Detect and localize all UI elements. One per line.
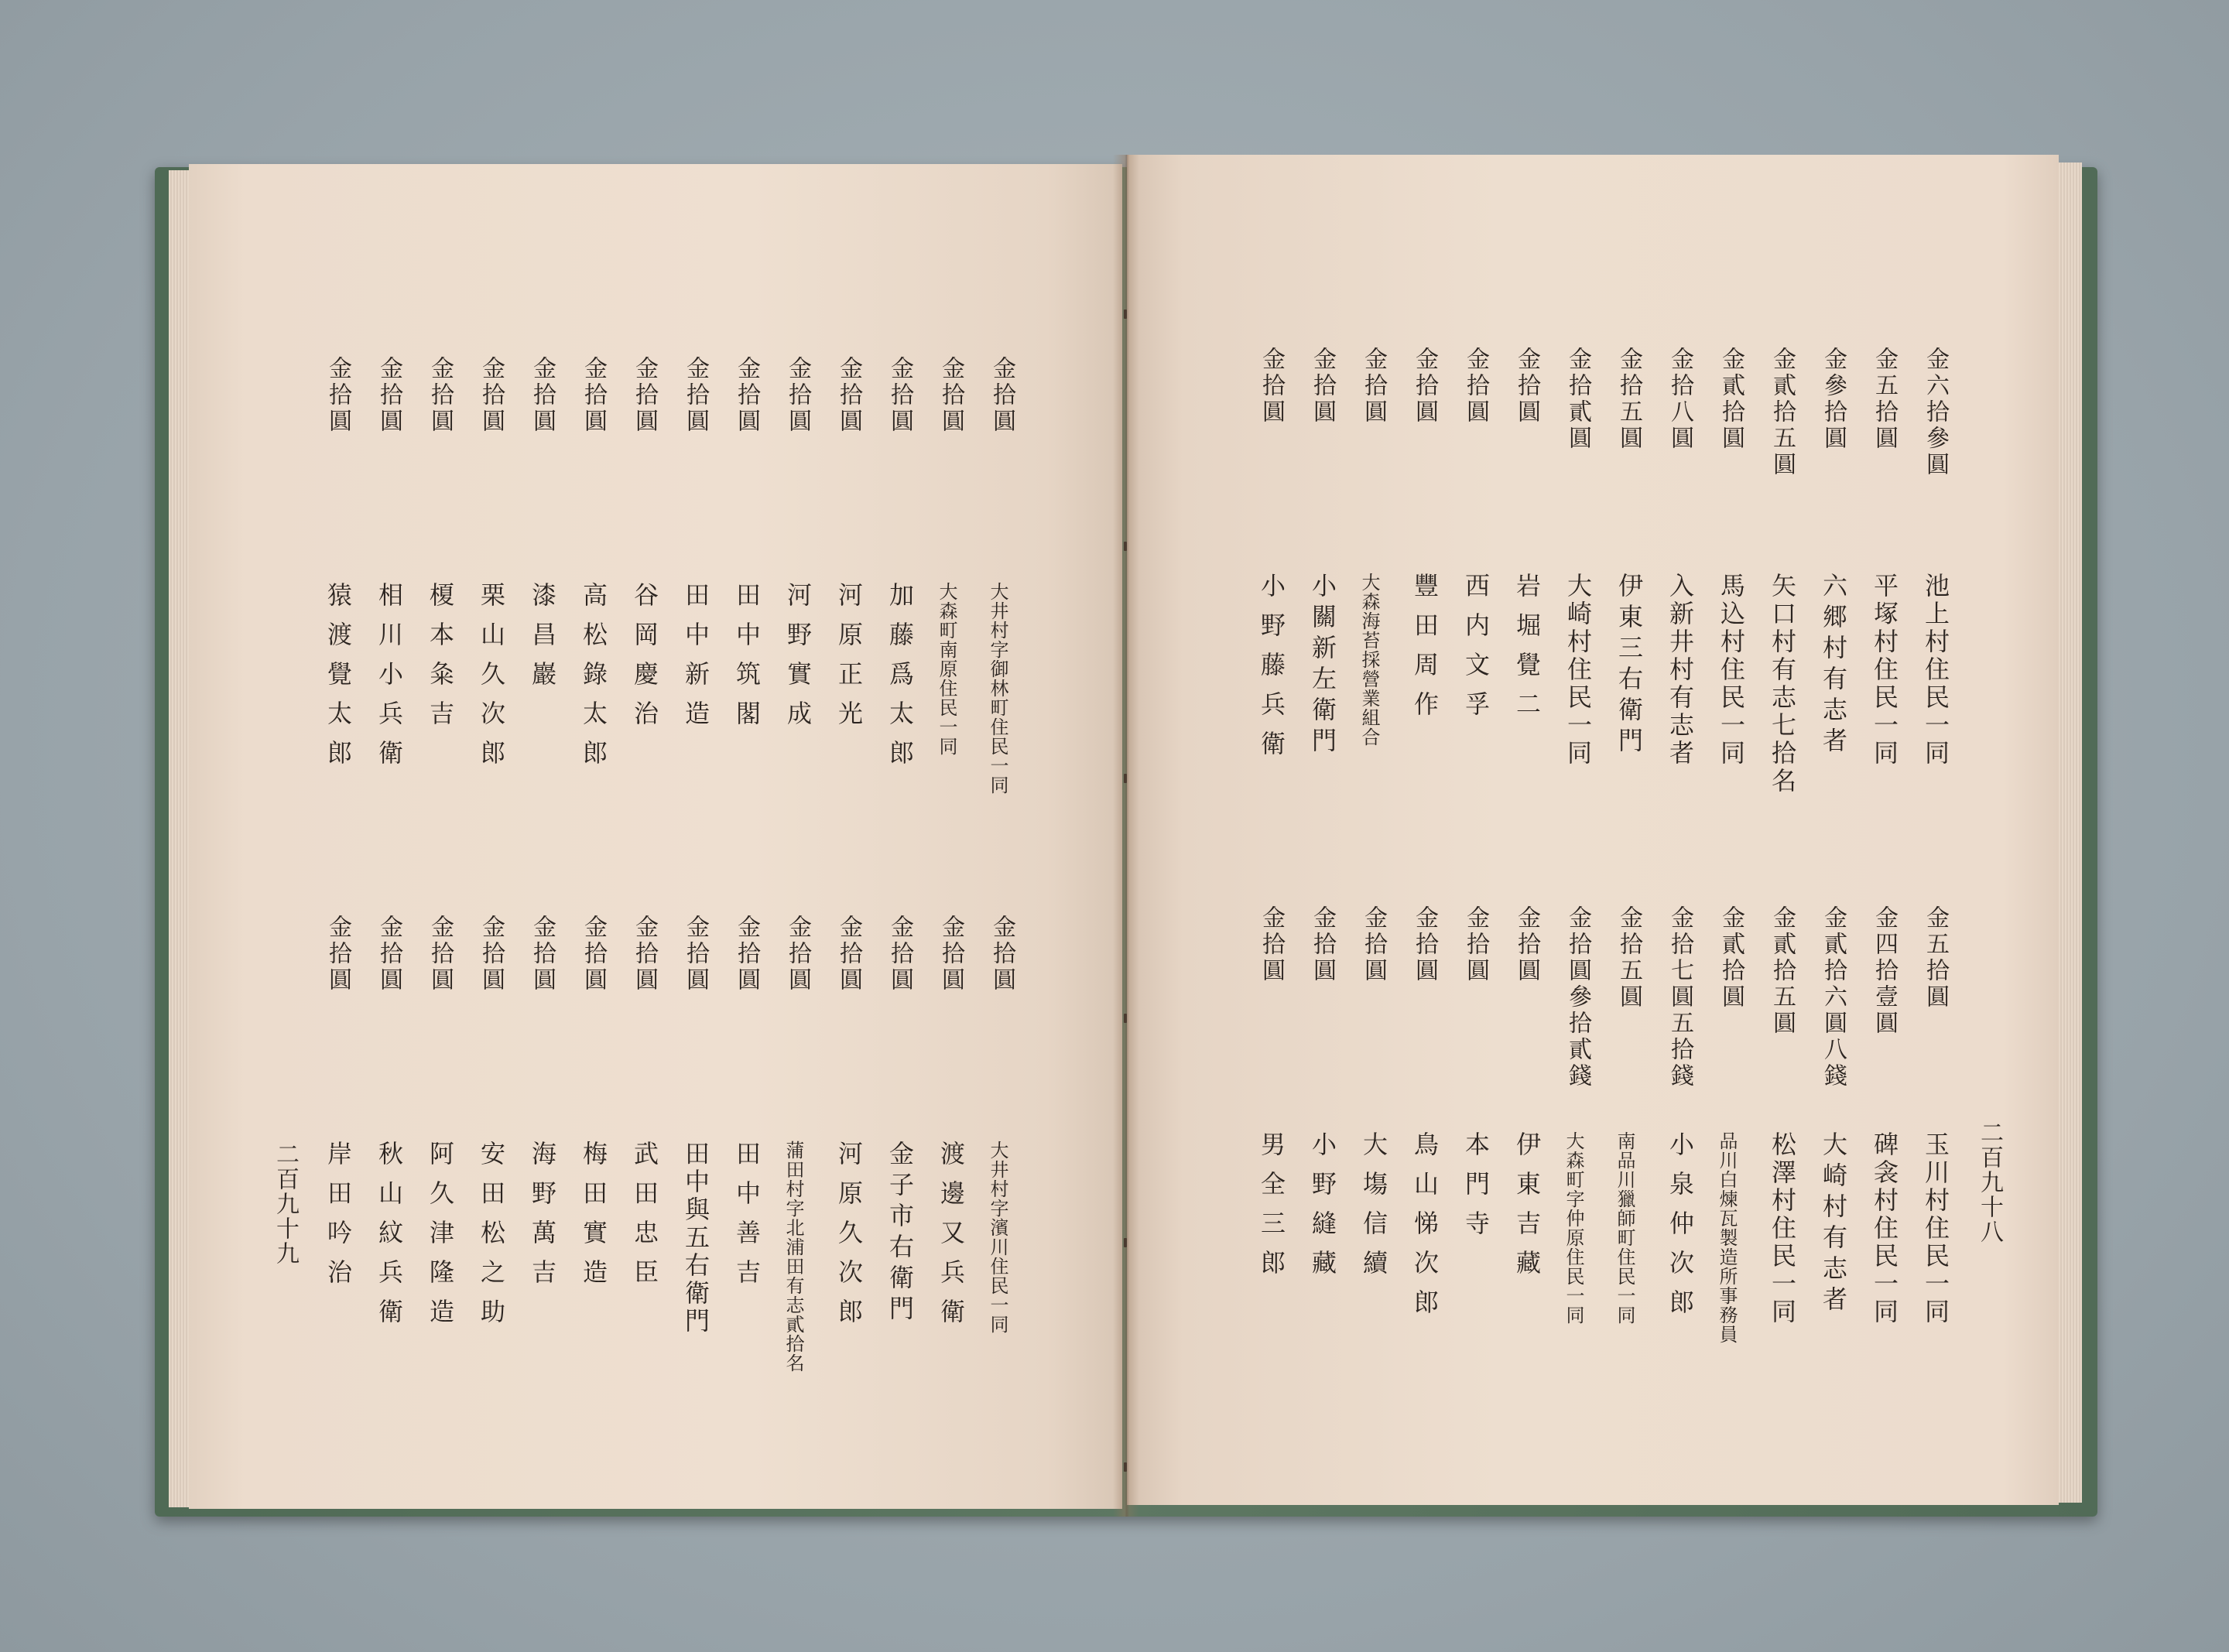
donor-name: 海野萬吉 (528, 1141, 557, 1298)
donation-amount: 金拾圓 (1258, 347, 1285, 426)
donor-name: 六郷村有志者 (1819, 573, 1848, 758)
donor-name: 鳥山悌次郎 (1410, 1131, 1440, 1329)
donation-amount: 金拾圓 (478, 915, 505, 994)
donation-amount: 金拾圓參拾貳錢 (1564, 905, 1591, 1089)
donor-name: 大塲信續 (1359, 1131, 1388, 1289)
donation-amount: 金拾圓 (426, 915, 454, 994)
donor-name: 松澤村住民一同 (1768, 1131, 1797, 1326)
donor-name: 渡邊又兵衛 (936, 1141, 966, 1338)
donation-amount: 金拾圓 (1258, 905, 1285, 984)
donation-amount: 金拾圓 (733, 356, 760, 435)
donor-name: 平塚村住民一同 (1870, 573, 1899, 768)
page-number: 二百九十九 (272, 1142, 299, 1266)
donor-name: 品川白煉瓦製造所事務員 (1716, 1131, 1738, 1344)
donor-name: 榎本粂吉 (426, 582, 455, 740)
donation-amount: 金拾圓 (835, 356, 862, 435)
donation-amount: 金拾圓 (937, 915, 964, 994)
donor-name: 田中與五右衛門 (681, 1141, 710, 1336)
donation-amount: 金拾圓 (1360, 905, 1387, 984)
donor-name: 武田忠臣 (630, 1141, 659, 1298)
donation-amount: 金拾圓 (784, 356, 811, 435)
donation-amount: 金拾圓 (784, 915, 811, 994)
donation-amount: 金拾圓 (988, 356, 1015, 435)
donation-amount: 金拾圓 (1411, 905, 1438, 984)
donation-amount: 金拾五圓 (1615, 347, 1642, 452)
donor-name: 伊東吉藏 (1512, 1131, 1542, 1289)
donation-amount: 金拾圓 (580, 356, 607, 435)
donation-amount: 金拾圓 (529, 356, 556, 435)
donation-amount: 金拾圓 (324, 915, 351, 994)
left-page (189, 164, 1122, 1509)
donation-amount: 金拾圓 (733, 915, 760, 994)
page-edges-right (2056, 162, 2082, 1503)
donor-name: 碑衾村住民一同 (1870, 1131, 1899, 1326)
donation-amount: 金貳拾五圓 (1768, 905, 1796, 1037)
donor-name: 河原久次郎 (834, 1141, 864, 1338)
donor-name: 大森海苔採營業組合 (1358, 573, 1380, 747)
donation-amount: 金拾五圓 (1615, 905, 1642, 1011)
donation-amount: 金拾圓 (529, 915, 556, 994)
donor-name: 大井村字御林町住民一同 (987, 582, 1008, 795)
donation-amount: 金拾圓 (1513, 905, 1540, 984)
donor-name: 相川小兵衛 (375, 582, 404, 779)
page-edges-left (169, 170, 190, 1507)
donor-name: 玉川村住民一同 (1921, 1131, 1950, 1326)
donation-amount: 金四拾壹圓 (1871, 905, 1898, 1037)
donor-name: 河野實成 (783, 582, 813, 740)
donor-name: 岩堀覺二 (1512, 573, 1542, 730)
donor-name: 金子市右衛門 (885, 1141, 915, 1326)
donor-name: 河原正光 (834, 582, 864, 740)
donation-amount: 金拾圓 (375, 356, 402, 435)
donation-amount: 金拾圓 (1411, 347, 1438, 426)
donation-amount: 金拾圓 (478, 356, 505, 435)
donation-amount: 金拾圓 (988, 915, 1015, 994)
donor-name: 蒲田村字北浦田有志貳拾名 (782, 1141, 804, 1373)
donor-name: 入新井村有志者 (1666, 573, 1695, 768)
donation-amount: 金拾七圓五拾錢 (1666, 905, 1693, 1089)
donor-name: 大森町字仲原住民一同 (1563, 1131, 1584, 1325)
donor-name: 矢口村有志七拾名 (1768, 573, 1797, 795)
donation-amount: 金拾圓 (426, 356, 454, 435)
donation-amount: 金拾八圓 (1666, 347, 1693, 452)
donation-amount: 金拾圓 (682, 915, 709, 994)
donor-name: 大森町南原住民一同 (936, 582, 957, 756)
donation-amount: 金五拾圓 (1922, 905, 1949, 1011)
donor-name: 馬込村住民一同 (1717, 573, 1746, 768)
donor-name: 南品川獵師町住民一同 (1614, 1131, 1635, 1325)
donation-amount: 金貳拾五圓 (1768, 347, 1796, 478)
donation-amount: 金六拾參圓 (1922, 347, 1949, 478)
donor-name: 栗山久次郎 (477, 582, 506, 779)
donor-name: 安田松之助 (477, 1141, 506, 1338)
binding-stitch (1124, 774, 1127, 783)
donor-name: 小泉仲次郎 (1666, 1131, 1695, 1329)
donor-name: 猿渡覺太郎 (324, 582, 353, 779)
donation-amount: 金拾圓 (682, 356, 709, 435)
donor-name: 高松錄太郎 (579, 582, 608, 779)
donor-name: 男全三郎 (1257, 1131, 1286, 1289)
donor-name: 伊東三右衛門 (1614, 573, 1644, 758)
donation-amount: 金五拾圓 (1871, 347, 1898, 452)
donor-name: 田中筑閣 (732, 582, 762, 740)
donation-amount: 金拾圓 (631, 915, 658, 994)
donation-amount: 金拾圓 (375, 915, 402, 994)
page-number: 二百九十八 (1976, 1120, 2003, 1244)
donor-name: 小關新左衛門 (1308, 573, 1337, 758)
right-page (1127, 155, 2059, 1505)
binding-stitch (1124, 1462, 1127, 1472)
binding-stitch (1124, 1238, 1127, 1247)
donation-amount: 金貳拾六圓八錢 (1820, 905, 1847, 1089)
donation-amount: 金拾圓 (1513, 347, 1540, 426)
binding-stitch (1124, 310, 1127, 319)
binding-stitch (1124, 1014, 1127, 1023)
donor-name: 谷岡慶治 (630, 582, 659, 740)
donation-amount: 金拾圓 (1309, 347, 1336, 426)
donor-name: 小野藤兵衛 (1257, 573, 1286, 770)
donation-amount: 金拾圓 (1462, 347, 1489, 426)
donor-name: 田中善吉 (732, 1141, 762, 1298)
donor-name: 池上村住民一同 (1921, 573, 1950, 768)
donation-amount: 金拾圓 (835, 915, 862, 994)
donor-name: 田中新造 (681, 582, 710, 740)
book-gutter (1113, 155, 1139, 1517)
donor-name: 小野縫藏 (1308, 1131, 1337, 1289)
donor-name: 梅田實造 (579, 1141, 608, 1298)
open-book (155, 155, 2097, 1517)
donor-name: 加藤爲太郎 (885, 582, 915, 779)
donation-amount: 金拾貳圓 (1564, 347, 1591, 452)
donation-amount: 金拾圓 (1462, 905, 1489, 984)
donor-name: 阿久津隆造 (426, 1141, 455, 1338)
donation-amount: 金拾圓 (1309, 905, 1336, 984)
donation-amount: 金貳拾圓 (1717, 905, 1745, 1011)
donation-amount: 金拾圓 (1360, 347, 1387, 426)
donor-name: 漆昌巖 (528, 582, 557, 700)
donor-name: 大崎村住民一同 (1563, 573, 1593, 768)
donor-name: 豐田周作 (1410, 573, 1440, 730)
donation-amount: 金拾圓 (631, 356, 658, 435)
donation-amount: 金貳拾圓 (1717, 347, 1745, 452)
donation-amount: 金拾圓 (937, 356, 964, 435)
donor-name: 秋山紋兵衛 (375, 1141, 404, 1338)
binding-stitch (1124, 542, 1127, 551)
donor-name: 西内文孚 (1461, 573, 1491, 730)
donor-name: 岸田吟治 (324, 1141, 353, 1298)
donation-amount: 金拾圓 (886, 356, 913, 435)
donor-name: 本門寺 (1461, 1131, 1491, 1250)
donation-amount: 金參拾圓 (1820, 347, 1847, 452)
donation-amount: 金拾圓 (324, 356, 351, 435)
donor-name: 大崎村有志者 (1819, 1131, 1848, 1317)
donor-name: 大井村字濱川住民一同 (987, 1141, 1008, 1334)
donation-amount: 金拾圓 (580, 915, 607, 994)
donation-amount: 金拾圓 (886, 915, 913, 994)
